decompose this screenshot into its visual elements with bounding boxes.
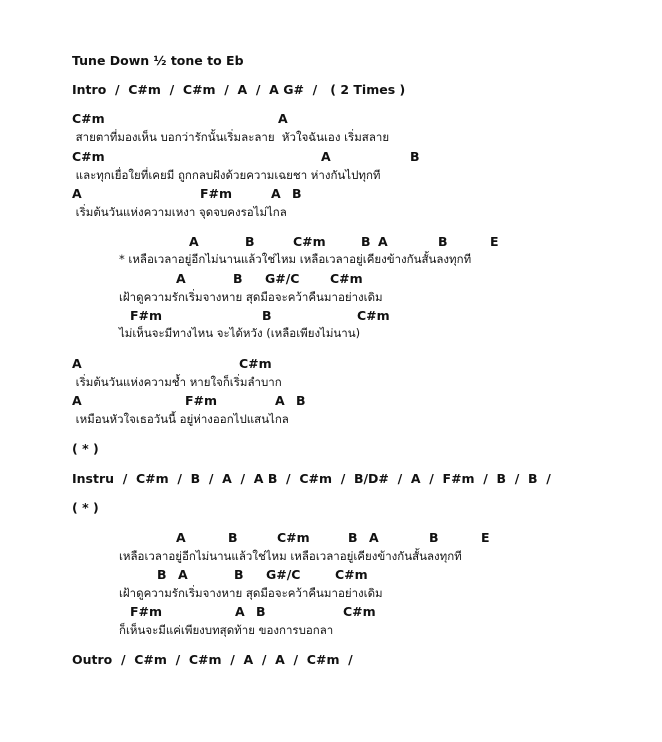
chord: A [235,604,245,619]
chord: C#m [335,567,368,582]
chord: B [256,604,266,619]
chord: E [490,234,499,249]
chord: C#m [277,530,310,545]
chord: A [275,393,285,408]
chord: C#m [357,308,390,323]
chord: C#m [330,271,363,286]
lyric-line: ก็เห็นจะมีแค่เพียงบทสุดท้าย ของการบอกลา [119,623,334,637]
chord: F#m [185,393,218,408]
lyric-line: เริ่มต้นวันแห่งความช้ำ หายใจก็เริ่มลำบาก [72,375,282,389]
chord: B [438,234,448,249]
instrumental-line: Instru / C#m / B / A / A B / C#m / B/D# / A / F#m / B / B / [72,471,551,486]
chord: A [271,186,281,201]
lyric-line: เฝ้าดูความรักเริ่มจางหาย สุดมือจะคว้าคืนมาอย่างเดิม [119,290,383,304]
chord: A [176,530,186,545]
chord: B [292,186,302,201]
chord: A [178,567,188,582]
chord: E [481,530,490,545]
chord: A [378,234,388,249]
lyric-line: ไม่เห็นจะมีทางไหน จะได้หวัง (เหลือเพียงไม่นาน) [119,326,361,340]
chord: B [157,567,167,582]
chord: B [228,530,238,545]
chord: B [296,393,306,408]
lyric-line: เริ่มต้นวันแห่งความเหงา จุดจบคงรอไม่ไกล [72,205,287,219]
chord: A [278,111,288,126]
chord: A [72,356,82,371]
chord: C#m [343,604,376,619]
chord: C#m [293,234,326,249]
chord: B [262,308,272,323]
chord: B [361,234,371,249]
chord: C#m [72,111,105,126]
chord: C#m [72,149,105,164]
tuning-note: Tune Down ½ tone to Eb [72,53,244,68]
chord: G#/C [265,271,300,286]
chord: B [234,567,244,582]
lyric-line: เหลือเวลาอยู่อีกไม่นานแล้วใช่ไหม เหลือเวลาอยู่เคียงข้างกันสั้นลงทุกที [119,549,462,563]
chorus-repeat-marker: ( * ) [72,500,99,515]
chord: C#m [239,356,272,371]
chord: B [429,530,439,545]
chord: A [72,393,82,408]
chord: F#m [130,604,163,619]
lyric-line: และทุกเยื่อใยที่เคยมี ถูกกลบฝังด้วยความเฉยชา ห่างกันไปทุกที [72,168,381,182]
lyric-line: * เหลือเวลาอยู่อีกไม่นานแล้วใช่ไหม เหลือเวลาอยู่เคียงข้างกันสั้นลงทุกที [119,252,472,266]
chord: B [245,234,255,249]
chord: F#m [200,186,233,201]
chord: B [233,271,243,286]
lyric-line: สายตาที่มองเห็น บอกว่ารักนั้นเริ่มละลาย หัวใจฉันเอง เริ่มสลาย [72,130,390,144]
outro-line: Outro / C#m / C#m / A / A / C#m / [72,652,353,667]
chord: B [410,149,420,164]
lyric-line: เฝ้าดูความรักเริ่มจางหาย สุดมือจะคว้าคืนมาอย่างเดิม [119,586,383,600]
chord: G#/C [266,567,301,582]
chord: A [369,530,379,545]
chord: F#m [130,308,163,323]
chord: A [176,271,186,286]
lyric-line: เหมือนหัวใจเธอวันนี้ อยู่ห่างออกไปแสนไกล [72,412,289,426]
chorus-repeat-marker: ( * ) [72,441,99,456]
chord: A [72,186,82,201]
chord: A [189,234,199,249]
intro-line: Intro / C#m / C#m / A / A G# / ( 2 Times ) [72,82,406,97]
chord: B [348,530,358,545]
chord: A [321,149,331,164]
